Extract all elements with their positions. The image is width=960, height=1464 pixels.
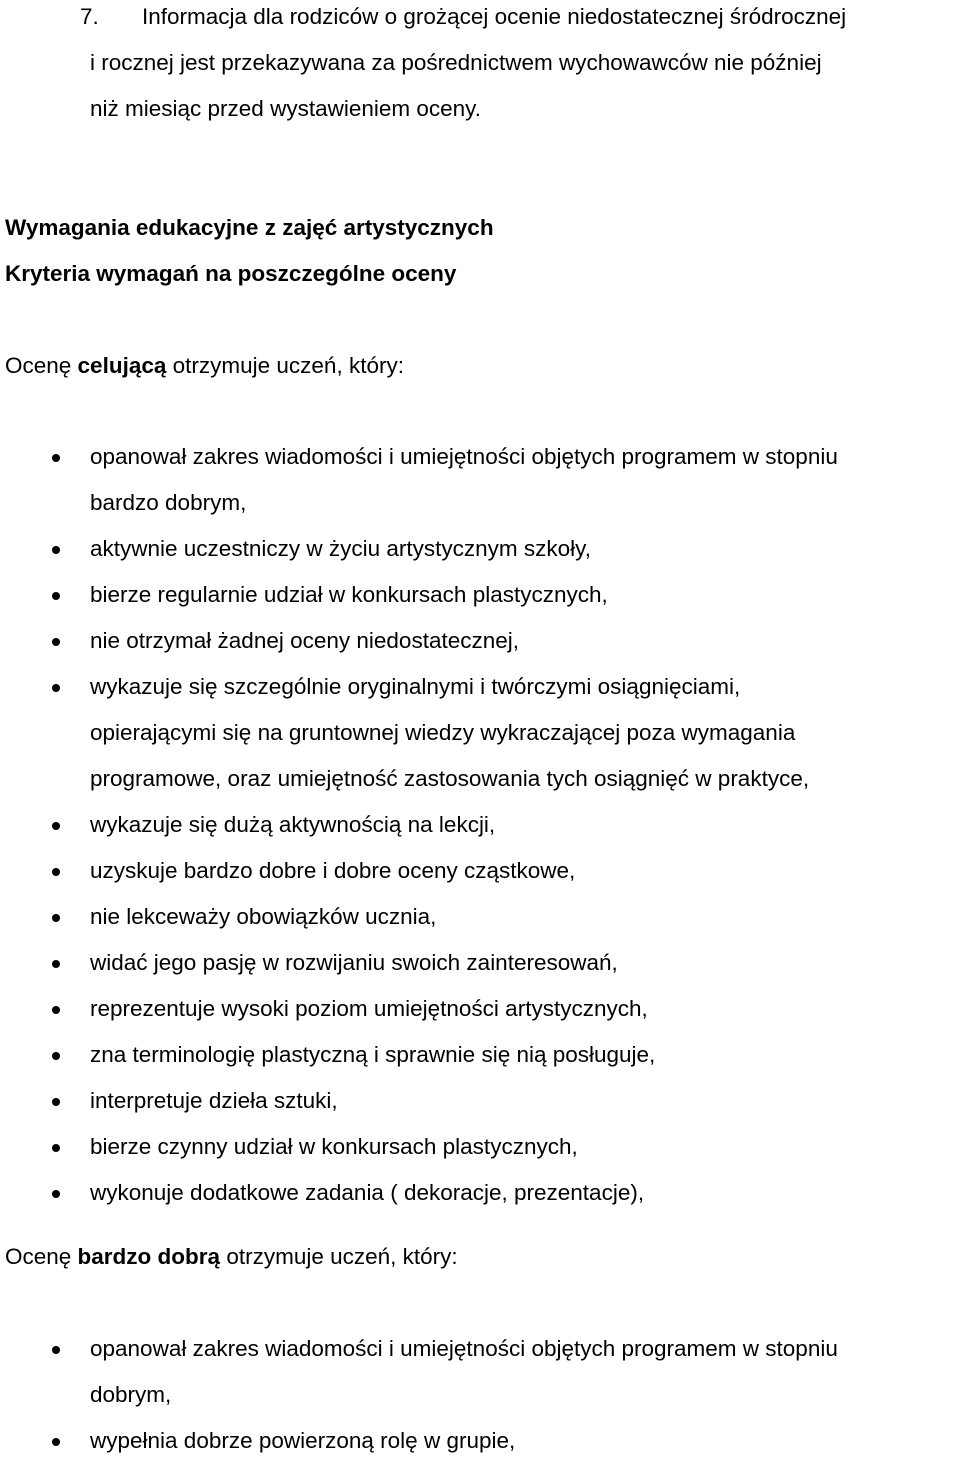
criteria-list-item [0, 618, 960, 664]
intro-prefix: Ocenę [5, 353, 78, 378]
criteria-list-item [0, 848, 960, 894]
bullet-icon [52, 868, 60, 876]
grade-celujaca-criteria-list [0, 434, 960, 1216]
criteria-text-line: bierze regularnie udział w konkursach plastycznych, [90, 582, 608, 607]
criteria-text-line: wykazuje się szczególnie oryginalnymi i twórczymi osiągnięciami, [90, 674, 741, 699]
criteria-text-line: uzyskuje bardzo dobre i dobre oceny cząstkowe, [90, 858, 576, 883]
grade-name: bardzo dobrą [77, 1244, 221, 1269]
criteria-text-line: nie otrzymał żadnej oceny niedostatecznej, [90, 628, 519, 653]
criteria-list-item [0, 1170, 960, 1216]
criteria-list-item [0, 894, 960, 940]
criteria-text-line: zna terminologię plastyczną i sprawnie się nią posługuje, [90, 1042, 656, 1067]
bullet-icon [52, 1006, 60, 1014]
bullet-icon [52, 546, 60, 554]
criteria-list-item [0, 802, 960, 848]
grade-name: celującą [77, 353, 167, 378]
intro-suffix: otrzymuje uczeń, który: [166, 353, 404, 378]
criteria-text-line: interpretuje dzieła sztuki, [90, 1088, 338, 1113]
bullet-icon [52, 822, 60, 830]
numbered-item-line: niż miesiąc przed wystawieniem oceny. [90, 96, 481, 121]
criteria-list-item [0, 664, 960, 802]
bullet-icon [52, 454, 60, 462]
criteria-text-line: opierającymi się na gruntownej wiedzy wykraczającej poza wymagania [90, 720, 796, 745]
criteria-list-item [0, 434, 960, 526]
section-title: Wymagania edukacyjne z zajęć artystycznych [5, 215, 494, 240]
criteria-text-line: bardzo dobrym, [90, 490, 247, 515]
criteria-text-line: widać jego pasję w rozwijaniu swoich zainteresowań, [90, 950, 618, 975]
item-number: 7. [80, 4, 99, 29]
criteria-text-line: opanował zakres wiadomości i umiejętności objętych programem w stopniu [90, 1336, 838, 1361]
criteria-text-line: wypełnia dobrze powierzoną rolę w grupie, [90, 1428, 516, 1453]
criteria-text-line: dobrym, [90, 1382, 172, 1407]
criteria-text-line: programowe, oraz umiejętność zastosowania tych osiągnięć w praktyce, [90, 766, 810, 791]
criteria-list-item [0, 1124, 960, 1170]
criteria-list-item [0, 526, 960, 572]
numbered-item-line: Informacja dla rodziców o grożącej ocenie niedostatecznej śródrocznej [142, 4, 847, 29]
bullet-icon [52, 1438, 60, 1446]
criteria-list-item [0, 940, 960, 986]
bullet-icon [52, 1144, 60, 1152]
criteria-list-item [0, 572, 960, 618]
bullet-icon [52, 1346, 60, 1354]
intro-prefix: Ocenę [5, 1244, 78, 1269]
criteria-list-item [0, 1418, 960, 1464]
grade-bardzo-dobra-criteria-list [0, 1326, 960, 1464]
numbered-item-text [90, 0, 960, 132]
bullet-icon [52, 1190, 60, 1198]
bullet-icon [52, 960, 60, 968]
criteria-text-line: nie lekceważy obowiązków ucznia, [90, 904, 437, 929]
bullet-icon [52, 914, 60, 922]
section-subtitle: Kryteria wymagań na poszczególne oceny [5, 261, 457, 286]
criteria-text-line: wykonuje dodatkowe zadania ( dekoracje, prezentacje), [90, 1180, 645, 1205]
criteria-text-line: aktywnie uczestniczy w życiu artystycznym szkoły, [90, 536, 591, 561]
criteria-list-item [0, 1032, 960, 1078]
criteria-text-line: wykazuje się dużą aktywnością na lekcji, [90, 812, 496, 837]
bullet-icon [52, 1052, 60, 1060]
intro-suffix: otrzymuje uczeń, który: [220, 1244, 458, 1269]
grade-celujaca-intro [5, 353, 404, 379]
bullet-icon [52, 1098, 60, 1106]
criteria-text-line: bierze czynny udział w konkursach plastycznych, [90, 1134, 578, 1159]
bullet-icon [52, 684, 60, 692]
bullet-icon [52, 638, 60, 646]
criteria-text-line: reprezentuje wysoki poziom umiejętności artystycznych, [90, 996, 648, 1021]
grade-bardzo-dobra-intro [5, 1244, 458, 1270]
criteria-list-item [0, 986, 960, 1032]
criteria-list-item [0, 1326, 960, 1418]
criteria-list-item [0, 1078, 960, 1124]
bullet-icon [52, 592, 60, 600]
numbered-item-line: i rocznej jest przekazywana za pośrednictwem wychowawców nie później [90, 50, 822, 75]
criteria-text-line: opanował zakres wiadomości i umiejętności objętych programem w stopniu [90, 444, 838, 469]
